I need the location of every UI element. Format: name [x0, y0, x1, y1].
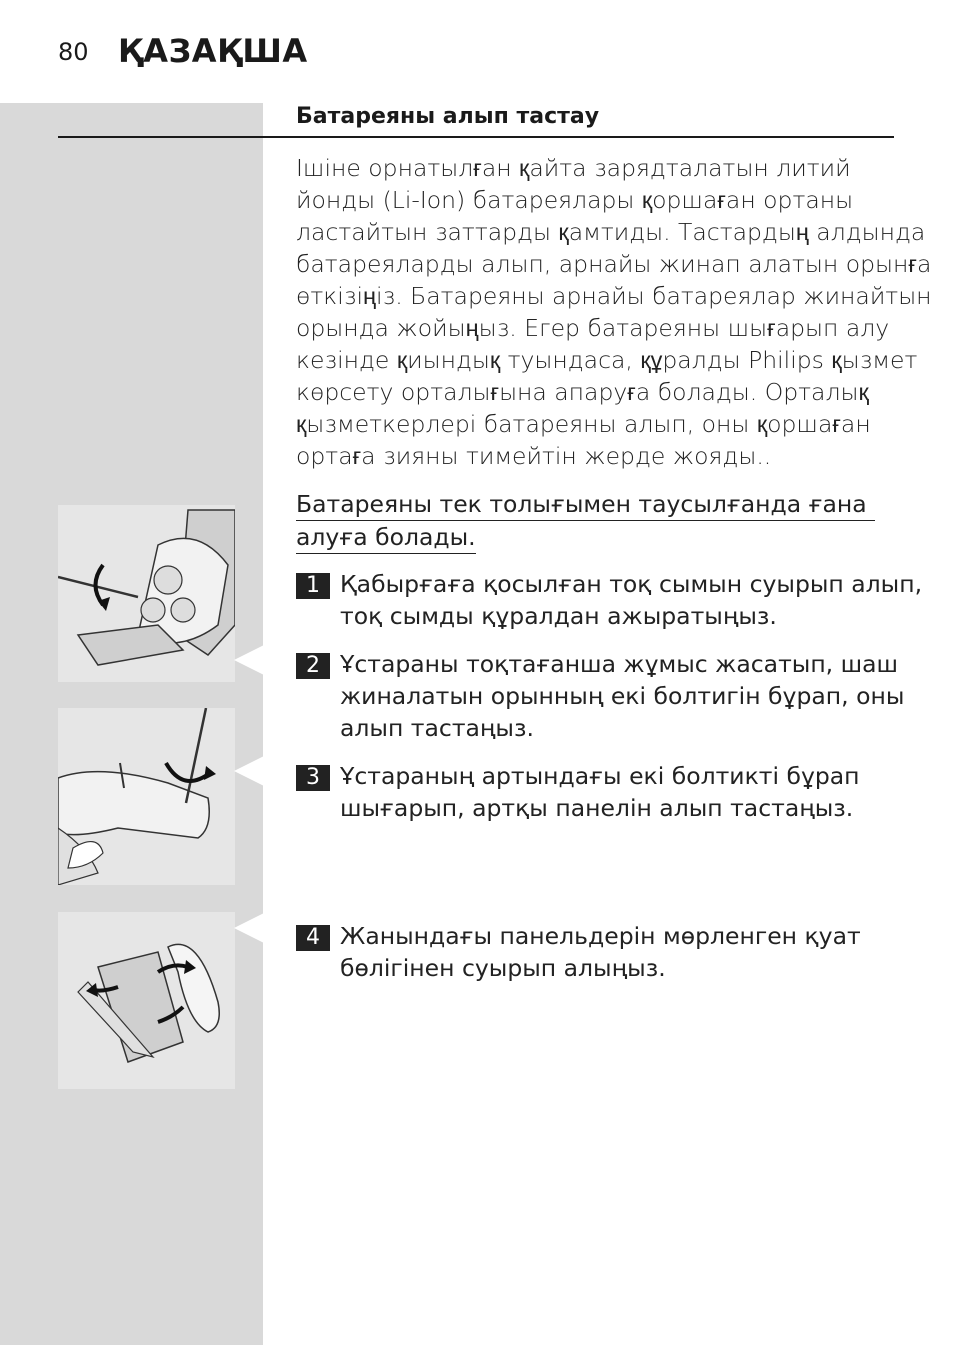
intro-line: кезінде қиындық туындаса, құралды Philips қызмет — [296, 346, 918, 374]
step-number-badge: 4 — [296, 925, 330, 951]
pointer-arrow-icon — [234, 756, 264, 786]
step-text — [340, 568, 923, 632]
step-text — [340, 920, 910, 984]
step-text — [340, 648, 910, 744]
page-number: 80 — [58, 38, 89, 66]
step-number-badge: 3 — [296, 765, 330, 791]
language-title: ҚАЗАҚША — [118, 32, 308, 70]
step-text — [340, 760, 910, 824]
note-line: алуға болады. — [296, 522, 476, 554]
intro-line: Ішіне орнатылған қайта зарядталатын литий — [296, 154, 851, 182]
step-line: Ұстараны тоқтағанша жұмыс жасатып, шаш — [340, 650, 899, 678]
screwdriver-shaver-head-illustration — [58, 505, 235, 682]
step-line: Қабырғаға қосылған тоқ сымын суырып алып, — [340, 570, 923, 598]
intro-line: ластайтын заттарды қамтиды. Тастардың алдында — [296, 218, 926, 246]
pointer-arrow-icon — [234, 913, 264, 943]
section-divider — [58, 136, 894, 138]
screwdriver-shaver-back-illustration — [58, 708, 235, 885]
intro-line: орында жойыңыз. Егер батареяны шығарып алу — [296, 314, 890, 342]
intro-line: көрсету орталығына апаруға болады. Орталық — [296, 378, 869, 406]
battery-note — [296, 488, 875, 554]
intro-line: батареяларды алып, арнайы жинап алатын орынға — [296, 250, 932, 278]
step-line: шығарып, артқы панелін алып тастаңыз. — [340, 794, 854, 822]
intro-line: йонды (Li-Ion) батареялары қоршаған ортаны — [296, 186, 854, 214]
step-line: бөлігінен суырып алыңыз. — [340, 954, 666, 982]
section-title: Батареяны алып тастау — [296, 104, 600, 129]
intro-line: өткізіңіз. Батареяны арнайы батареялар жинайтын — [296, 282, 932, 310]
intro-line: қызметкерлері батареяны алып, оны қоршаған — [296, 410, 871, 438]
step-line: алып тастаңыз. — [340, 714, 534, 742]
step-number-badge: 2 — [296, 653, 330, 679]
intro-paragraph — [296, 152, 932, 472]
step-line: тоқ сымды құралдан ажыратыңыз. — [340, 602, 777, 630]
step-number-badge: 1 — [296, 573, 330, 599]
note-line: Батареяны тек толығымен таусылғанда ғана — [296, 489, 875, 521]
step-line: Ұстараның артындағы екі болтикті бұрап — [340, 762, 860, 790]
shaver-disassembly-illustration — [58, 912, 235, 1089]
step-line: жиналатын орынның екі болтигін бұрап, оны — [340, 682, 905, 710]
intro-line: ортаға зияны тимейтін жерде жояды.. — [296, 442, 772, 470]
pointer-arrow-icon — [234, 645, 264, 675]
step-line: Жанындағы панельдерін мөрленген қуат — [340, 922, 861, 950]
